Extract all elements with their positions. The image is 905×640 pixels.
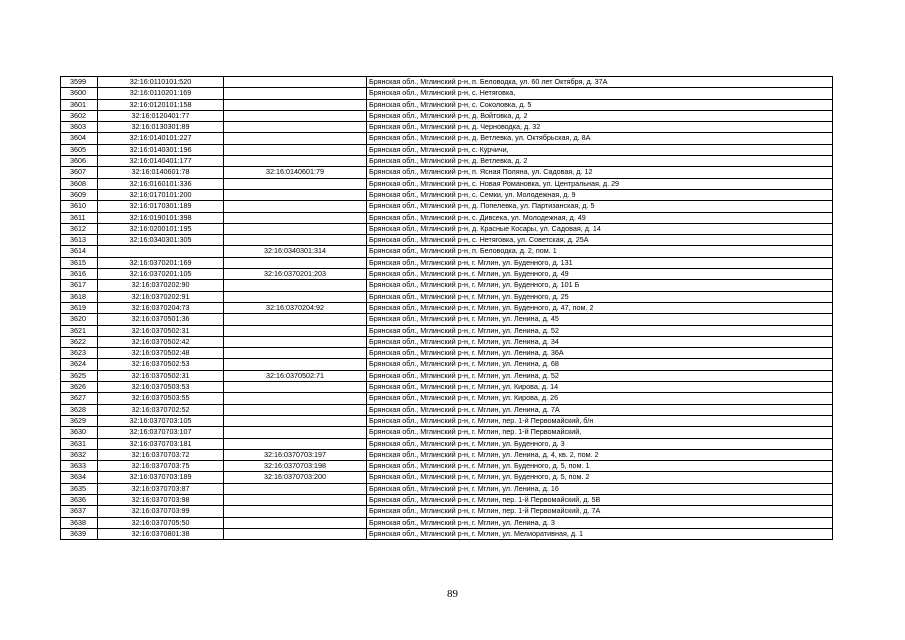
table-row [61,472,833,483]
table-row [61,370,833,381]
related-cadastral-number-cell [224,133,367,144]
table-row [61,110,833,121]
address-cell: Брянская обл., Мглинский р-н, г. Мглин, ул. Буденного, д. 5, пом. 2 [367,472,833,483]
table-row [61,257,833,268]
related-cadastral-number-cell [224,77,367,88]
row-number-cell: 3599 [61,77,98,88]
related-cadastral-number-cell [224,506,367,517]
address-cell: Брянская обл., Мглинский р-н, д. Ветлевка, ул. Октябрьская, д. 8А [367,133,833,144]
address-cell: Брянская обл., Мглинский р-н, г. Мглин, ул. Буденного, д. 3 [367,438,833,449]
cadastral-number-cell: 32:16:0370201:105 [98,269,224,280]
related-cadastral-number-cell [224,528,367,539]
address-cell: Брянская обл., Мглинский р-н, д. Ветлевка, д. 2 [367,156,833,167]
table-row [61,449,833,460]
table-row [61,189,833,200]
cadastral-number-cell: 32:16:0370502:53 [98,359,224,370]
related-cadastral-number-cell: 32:16:0340301:314 [224,246,367,257]
cadastral-number-cell: 32:16:0140401:177 [98,156,224,167]
table-row [61,427,833,438]
table-row [61,88,833,99]
related-cadastral-number-cell [224,438,367,449]
related-cadastral-number-cell [224,212,367,223]
row-number-cell: 3601 [61,99,98,110]
related-cadastral-number-cell [224,427,367,438]
table-row [61,235,833,246]
row-number-cell: 3602 [61,110,98,121]
row-number-cell: 3600 [61,88,98,99]
cadastral-number-cell: 32:16:0370703:107 [98,427,224,438]
table-row [61,133,833,144]
related-cadastral-number-cell: 32:16:0370204:92 [224,302,367,313]
row-number-cell: 3608 [61,178,98,189]
cadastral-number-cell: 32:16:0200101:195 [98,223,224,234]
row-number-cell: 3634 [61,472,98,483]
row-number-cell: 3626 [61,382,98,393]
cadastral-number-cell: 32:16:0370202:91 [98,291,224,302]
table-row [61,156,833,167]
cadastral-number-cell: 32:16:0370705:50 [98,517,224,528]
address-cell: Брянская обл., Мглинский р-н, с. Курчичи, [367,144,833,155]
cadastral-number-cell: 32:16:0170301:189 [98,201,224,212]
address-cell: Брянская обл., Мглинский р-н, д. Попелевка, ул. Партизанская, д. 5 [367,201,833,212]
row-number-cell: 3638 [61,517,98,528]
cadastral-number-cell: 32:16:0370502:31 [98,370,224,381]
table-row [61,506,833,517]
cadastral-number-cell: 32:16:0340301:305 [98,235,224,246]
related-cadastral-number-cell [224,483,367,494]
table-row [61,122,833,133]
address-cell: Брянская обл., Мглинский р-н, п. Беловодка, д. 2, пом. 1 [367,246,833,257]
cadastral-number-cell: 32:16:0370204:73 [98,302,224,313]
address-cell: Брянская обл., Мглинский р-н, г. Мглин, ул. Ленина, д. 68 [367,359,833,370]
row-number-cell: 3620 [61,314,98,325]
table-row [61,461,833,472]
cadastral-number-cell: 32:16:0110101:520 [98,77,224,88]
related-cadastral-number-cell [224,144,367,155]
related-cadastral-number-cell [224,110,367,121]
row-number-cell: 3631 [61,438,98,449]
cadastral-number-cell: 32:16:0370703:98 [98,494,224,505]
table-row [61,201,833,212]
cadastral-number-cell: 32:16:0370502:48 [98,348,224,359]
table-row [61,438,833,449]
address-cell: Брянская обл., Мглинский р-н, г. Мглин, пер. 1-й Первомайский, д. 5В [367,494,833,505]
table-row [61,167,833,178]
table-row [61,291,833,302]
address-cell: Брянская обл., Мглинский р-н, г. Мглин, ул. Ленина, д. 3 [367,517,833,528]
cadastral-number-cell: 32:16:0140301:196 [98,144,224,155]
cadastral-number-cell: 32:16:0140101:227 [98,133,224,144]
related-cadastral-number-cell [224,517,367,528]
row-number-cell: 3632 [61,449,98,460]
table-row [61,359,833,370]
table-row [61,223,833,234]
related-cadastral-number-cell [224,336,367,347]
row-number-cell: 3627 [61,393,98,404]
address-cell: Брянская обл., Мглинский р-н, г. Мглин, пер. 1-й Первомайский, б/н [367,415,833,426]
related-cadastral-number-cell [224,348,367,359]
table-row [61,302,833,313]
address-cell: Брянская обл., Мглинский р-н, с. Семки, ул. Молодежная, д. 9 [367,189,833,200]
address-cell: Брянская обл., Мглинский р-н, с. Новая Романовка, ул. Центральная, д. 29 [367,178,833,189]
table-row [61,269,833,280]
address-cell: Брянская обл., Мглинский р-н, г. Мглин, ул. Ленина, д. 36А [367,348,833,359]
cadastral-number-cell: 32:16:0130301:89 [98,122,224,133]
related-cadastral-number-cell [224,404,367,415]
table-row [61,178,833,189]
row-number-cell: 3611 [61,212,98,223]
row-number-cell: 3623 [61,348,98,359]
cadastral-number-cell: 32:16:0370801:38 [98,528,224,539]
table-row [61,144,833,155]
row-number-cell: 3610 [61,201,98,212]
row-number-cell: 3616 [61,269,98,280]
table-row [61,393,833,404]
row-number-cell: 3605 [61,144,98,155]
table-row [61,336,833,347]
cadastral-number-cell: 32:16:0370703:99 [98,506,224,517]
cadastral-number-cell: 32:16:0120101:158 [98,99,224,110]
cadastral-number-cell: 32:16:0370703:105 [98,415,224,426]
cadastral-number-cell: 32:16:0190101:398 [98,212,224,223]
row-number-cell: 3604 [61,133,98,144]
related-cadastral-number-cell [224,223,367,234]
row-number-cell: 3639 [61,528,98,539]
related-cadastral-number-cell: 32:16:0140601:79 [224,167,367,178]
cadastral-number-cell: 32:16:0370202:90 [98,280,224,291]
row-number-cell: 3637 [61,506,98,517]
registry-table [60,76,833,540]
address-cell: Брянская обл., Мглинский р-н, с. Соколовка, д. 5 [367,99,833,110]
address-cell: Брянская обл., Мглинский р-н, г. Мглин, ул. Буденного, д. 101 Б [367,280,833,291]
cadastral-number-cell: 32:16:0370702:52 [98,404,224,415]
cadastral-number-cell: 32:16:0120401:77 [98,110,224,121]
row-number-cell: 3607 [61,167,98,178]
address-cell: Брянская обл., Мглинский р-н, г. Мглин, ул. Кирова, д. 14 [367,382,833,393]
table-row [61,246,833,257]
cadastral-number-cell: 32:16:0370703:87 [98,483,224,494]
cadastral-number-cell: 32:16:0370503:55 [98,393,224,404]
registry-table-body [61,77,833,540]
cadastral-number-cell: 32:16:0370703:72 [98,449,224,460]
related-cadastral-number-cell [224,393,367,404]
table-row [61,404,833,415]
address-cell: Брянская обл., Мглинский р-н, г. Мглин, ул. Кирова, д. 26 [367,393,833,404]
address-cell: Брянская обл., Мглинский р-н, с. Дивсека, ул. Молодежная, д. 49 [367,212,833,223]
table-row [61,494,833,505]
address-cell: Брянская обл., Мглинский р-н, г. Мглин, пер. 1-й Первомайский, [367,427,833,438]
related-cadastral-number-cell [224,382,367,393]
address-cell: Брянская обл., Мглинский р-н, г. Мглин, ул. Буденного, д. 25 [367,291,833,302]
related-cadastral-number-cell [224,88,367,99]
related-cadastral-number-cell [224,494,367,505]
related-cadastral-number-cell [224,280,367,291]
row-number-cell: 3612 [61,223,98,234]
row-number-cell: 3628 [61,404,98,415]
address-cell: Брянская обл., Мглинский р-н, г. Мглин, ул. Ленина, д. 4, кв. 2, пом. 2 [367,449,833,460]
address-cell: Брянская обл., Мглинский р-н, с. Нетяговка, [367,88,833,99]
address-cell: Брянская обл., Мглинский р-н, г. Мглин, ул. Мелиоративная, д. 1 [367,528,833,539]
row-number-cell: 3606 [61,156,98,167]
row-number-cell: 3613 [61,235,98,246]
related-cadastral-number-cell [224,99,367,110]
related-cadastral-number-cell [224,189,367,200]
related-cadastral-number-cell [224,156,367,167]
cadastral-number-cell: 32:16:0370703:181 [98,438,224,449]
related-cadastral-number-cell [224,415,367,426]
related-cadastral-number-cell [224,235,367,246]
related-cadastral-number-cell [224,201,367,212]
related-cadastral-number-cell: 32:16:0370703:200 [224,472,367,483]
page-number: 89 [447,588,458,600]
row-number-cell: 3609 [61,189,98,200]
related-cadastral-number-cell: 32:16:0370703:197 [224,449,367,460]
table-row [61,280,833,291]
cadastral-number-cell: 32:16:0370703:75 [98,461,224,472]
table-row [61,415,833,426]
cadastral-number-cell: 32:16:0370703:189 [98,472,224,483]
related-cadastral-number-cell [224,359,367,370]
table-row [61,348,833,359]
row-number-cell: 3621 [61,325,98,336]
related-cadastral-number-cell: 32:16:0370201:203 [224,269,367,280]
cadastral-number-cell: 32:16:0370502:31 [98,325,224,336]
cadastral-number-cell: 32:16:0370503:53 [98,382,224,393]
address-cell: Брянская обл., Мглинский р-н, г. Мглин, ул. Буденного, д. 47, пом. 2 [367,302,833,313]
related-cadastral-number-cell: 32:16:0370703:198 [224,461,367,472]
cadastral-number-cell: 32:16:0170101:200 [98,189,224,200]
row-number-cell: 3625 [61,370,98,381]
row-number-cell: 3619 [61,302,98,313]
table-row [61,212,833,223]
related-cadastral-number-cell [224,178,367,189]
table-row [61,77,833,88]
address-cell: Брянская обл., Мглинский р-н, г. Мглин, ул. Ленина, д. 45 [367,314,833,325]
row-number-cell: 3603 [61,122,98,133]
address-cell: Брянская обл., Мглинский р-н, д. Красные Косары, ул. Садовая, д. 14 [367,223,833,234]
address-cell: Брянская обл., Мглинский р-н, г. Мглин, ул. Ленина, д. 7А [367,404,833,415]
address-cell: Брянская обл., Мглинский р-н, д. Черноводка, д. 32 [367,122,833,133]
cadastral-number-cell [98,246,224,257]
address-cell: Брянская обл., Мглинский р-н, г. Мглин, ул. Ленина, д. 16 [367,483,833,494]
row-number-cell: 3622 [61,336,98,347]
address-cell: Брянская обл., Мглинский р-н, г. Мглин, ул. Буденного, д. 49 [367,269,833,280]
row-number-cell: 3635 [61,483,98,494]
cadastral-number-cell: 32:16:0160101:336 [98,178,224,189]
address-cell: Брянская обл., Мглинский р-н, г. Мглин, ул. Буденного, д. 5, пом. 1 [367,461,833,472]
cadastral-number-cell: 32:16:0370201:169 [98,257,224,268]
cadastral-number-cell: 32:16:0140601:78 [98,167,224,178]
related-cadastral-number-cell [224,122,367,133]
row-number-cell: 3633 [61,461,98,472]
table-row [61,517,833,528]
row-number-cell: 3624 [61,359,98,370]
related-cadastral-number-cell [224,257,367,268]
row-number-cell: 3615 [61,257,98,268]
table-row [61,382,833,393]
address-cell: Брянская обл., Мглинский р-н, п. Ясная Поляна, ул. Садовая, д. 12 [367,167,833,178]
related-cadastral-number-cell [224,291,367,302]
table-row [61,325,833,336]
address-cell: Брянская обл., Мглинский р-н, г. Мглин, пер. 1-й Первомайский, д. 7А [367,506,833,517]
address-cell: Брянская обл., Мглинский р-н, г. Мглин, ул. Буденного, д. 131 [367,257,833,268]
row-number-cell: 3630 [61,427,98,438]
address-cell: Брянская обл., Мглинский р-н, г. Мглин, ул. Ленина, д. 52 [367,325,833,336]
related-cadastral-number-cell [224,325,367,336]
address-cell: Брянская обл., Мглинский р-н, г. Мглин, ул. Ленина, д. 34 [367,336,833,347]
address-cell: Брянская обл., Мглинский р-н, г. Мглин, ул. Ленина, д. 52 [367,370,833,381]
address-cell: Брянская обл., Мглинский р-н, с. Нетяговка, ул. Советская, д. 25А [367,235,833,246]
cadastral-number-cell: 32:16:0370501:36 [98,314,224,325]
cadastral-number-cell: 32:16:0110201:169 [98,88,224,99]
address-cell: Брянская обл., Мглинский р-н, п. Беловодка, ул. 60 лет Октября, д. 37А [367,77,833,88]
row-number-cell: 3629 [61,415,98,426]
row-number-cell: 3636 [61,494,98,505]
cadastral-number-cell: 32:16:0370502:42 [98,336,224,347]
row-number-cell: 3618 [61,291,98,302]
table-row [61,528,833,539]
address-cell: Брянская обл., Мглинский р-н, д. Войтовка, д. 2 [367,110,833,121]
table-row [61,483,833,494]
row-number-cell: 3617 [61,280,98,291]
related-cadastral-number-cell [224,314,367,325]
related-cadastral-number-cell: 32:16:0370502:71 [224,370,367,381]
row-number-cell: 3614 [61,246,98,257]
table-row [61,314,833,325]
table-row [61,99,833,110]
